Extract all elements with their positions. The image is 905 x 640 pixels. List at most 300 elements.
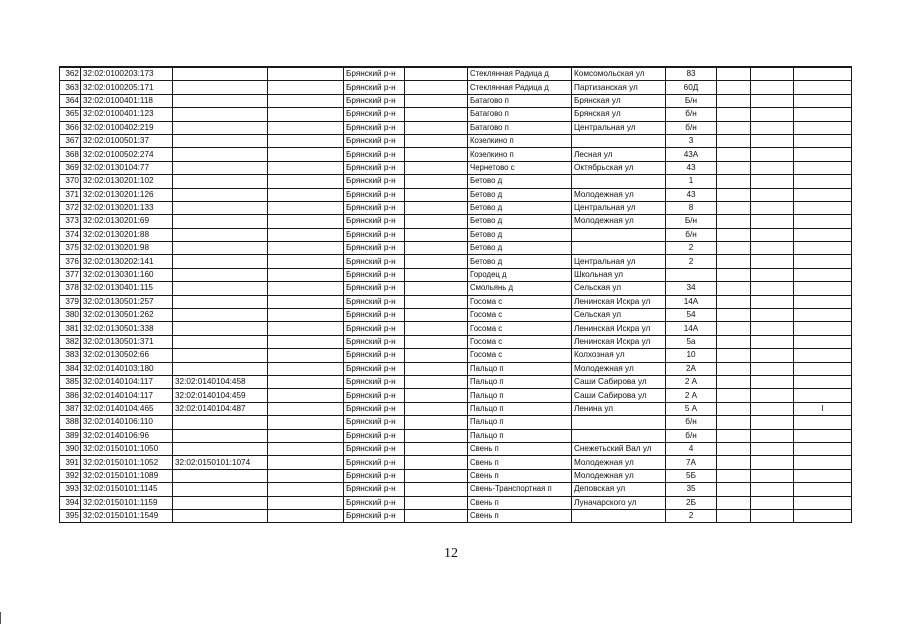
row-number-cell: 368 (60, 148, 81, 161)
blank-cell-b (405, 375, 468, 388)
linked-cadastral-cell (173, 175, 268, 188)
blank-cell-d (751, 429, 794, 442)
table-row (60, 416, 852, 429)
district-cell: Брянский р-н (344, 309, 405, 322)
blank-cell-b (405, 509, 468, 522)
district-cell: Брянский р-н (344, 416, 405, 429)
note-cell (794, 67, 852, 81)
cadastral-number-cell: 32:02:0130201:133 (81, 201, 173, 214)
street-cell: Снежетьский Вал ул (572, 442, 666, 455)
settlement-cell: Свень п (468, 496, 572, 509)
blank-cell-d (751, 456, 794, 469)
cadastral-number-cell: 32:02:0140106:110 (81, 416, 173, 429)
table-row (60, 148, 852, 161)
table-row (60, 442, 852, 455)
blank-cell-b (405, 215, 468, 228)
district-cell: Брянский р-н (344, 442, 405, 455)
street-cell: Партизанская ул (572, 81, 666, 94)
row-number-cell: 384 (60, 362, 81, 375)
street-cell: Брянская ул (572, 94, 666, 107)
settlement-cell: Пальцо п (468, 416, 572, 429)
district-cell: Брянский р-н (344, 228, 405, 241)
street-cell: Брянская ул (572, 108, 666, 121)
row-number-cell: 363 (60, 81, 81, 94)
row-number-cell: 379 (60, 295, 81, 308)
blank-cell-b (405, 121, 468, 134)
blank-cell-d (751, 108, 794, 121)
blank-cell-a (268, 483, 344, 496)
row-number-cell: 362 (60, 67, 81, 81)
house-number-cell: б/н (666, 429, 717, 442)
district-cell: Брянский р-н (344, 429, 405, 442)
blank-cell-a (268, 268, 344, 281)
row-number-cell: 373 (60, 215, 81, 228)
blank-cell-a (268, 94, 344, 107)
blank-cell-a (268, 429, 344, 442)
blank-cell-c (717, 282, 751, 295)
linked-cadastral-cell (173, 483, 268, 496)
house-number-cell: 43 (666, 188, 717, 201)
blank-cell-a (268, 108, 344, 121)
cadastral-number-cell: 32:02:0140104:117 (81, 375, 173, 388)
row-number-cell: 391 (60, 456, 81, 469)
linked-cadastral-cell (173, 335, 268, 348)
linked-cadastral-cell (173, 148, 268, 161)
house-number-cell (666, 268, 717, 281)
linked-cadastral-cell: 32:02:0150101:1074 (173, 456, 268, 469)
cadastral-number-cell: 32:02:0130201:102 (81, 175, 173, 188)
blank-cell-d (751, 175, 794, 188)
table-row (60, 161, 852, 174)
linked-cadastral-cell (173, 416, 268, 429)
table-row (60, 509, 852, 522)
page-number: 12 (444, 546, 458, 561)
house-number-cell: 54 (666, 309, 717, 322)
linked-cadastral-cell (173, 496, 268, 509)
blank-cell-c (717, 121, 751, 134)
district-cell: Брянский р-н (344, 175, 405, 188)
blank-cell-c (717, 268, 751, 281)
district-cell: Брянский р-н (344, 188, 405, 201)
district-cell: Брянский р-н (344, 456, 405, 469)
row-number-cell: 388 (60, 416, 81, 429)
blank-cell-a (268, 121, 344, 134)
cadastral-number-cell: 32:02:0100401:118 (81, 94, 173, 107)
blank-cell-d (751, 416, 794, 429)
blank-cell-b (405, 362, 468, 375)
blank-cell-a (268, 148, 344, 161)
cadastral-number-cell: 32:02:0130301:160 (81, 268, 173, 281)
linked-cadastral-cell (173, 255, 268, 268)
settlement-cell: Козелкино п (468, 148, 572, 161)
row-number-cell: 395 (60, 509, 81, 522)
blank-cell-c (717, 456, 751, 469)
blank-cell-c (717, 496, 751, 509)
blank-cell-a (268, 161, 344, 174)
blank-cell-c (717, 94, 751, 107)
row-number-cell: 390 (60, 442, 81, 455)
blank-cell-a (268, 255, 344, 268)
house-number-cell: 2Б (666, 496, 717, 509)
blank-cell-c (717, 134, 751, 147)
linked-cadastral-cell (173, 469, 268, 482)
house-number-cell: 43А (666, 148, 717, 161)
blank-cell-d (751, 188, 794, 201)
blank-cell-d (751, 335, 794, 348)
street-cell: Молодежная ул (572, 188, 666, 201)
row-number-cell: 380 (60, 309, 81, 322)
table-row (60, 295, 852, 308)
table-row (60, 134, 852, 147)
settlement-cell: Бетово д (468, 242, 572, 255)
house-number-cell: 2 А (666, 389, 717, 402)
blank-cell-c (717, 469, 751, 482)
blank-cell-d (751, 509, 794, 522)
house-number-cell: Б/н (666, 215, 717, 228)
linked-cadastral-cell (173, 509, 268, 522)
blank-cell-c (717, 309, 751, 322)
street-cell: Сельская ул (572, 309, 666, 322)
note-cell (794, 201, 852, 214)
table-row (60, 349, 852, 362)
blank-cell-b (405, 188, 468, 201)
blank-cell-d (751, 255, 794, 268)
blank-cell-b (405, 175, 468, 188)
note-cell (794, 268, 852, 281)
street-cell (572, 509, 666, 522)
cadastral-number-cell: 32:02:0140103:180 (81, 362, 173, 375)
settlement-cell: Госома с (468, 295, 572, 308)
row-number-cell: 387 (60, 402, 81, 415)
note-cell (794, 469, 852, 482)
blank-cell-a (268, 349, 344, 362)
note-cell (794, 349, 852, 362)
table-row (60, 322, 852, 335)
district-cell: Брянский р-н (344, 282, 405, 295)
note-cell (794, 161, 852, 174)
linked-cadastral-cell (173, 67, 268, 81)
blank-cell-a (268, 228, 344, 241)
blank-cell-b (405, 429, 468, 442)
house-number-cell: 5Б (666, 469, 717, 482)
registry-table (59, 66, 852, 523)
settlement-cell: Батагово п (468, 94, 572, 107)
blank-cell-c (717, 201, 751, 214)
blank-cell-a (268, 509, 344, 522)
blank-cell-c (717, 349, 751, 362)
house-number-cell: 60Д (666, 81, 717, 94)
row-number-cell: 364 (60, 94, 81, 107)
table-row (60, 496, 852, 509)
note-cell (794, 108, 852, 121)
settlement-cell: Козелкино п (468, 134, 572, 147)
note-cell (794, 242, 852, 255)
district-cell: Брянский р-н (344, 375, 405, 388)
house-number-cell: 14А (666, 322, 717, 335)
cadastral-number-cell: 32:02:0130104:77 (81, 161, 173, 174)
table-row (60, 215, 852, 228)
registry-table-body (60, 67, 852, 523)
district-cell: Брянский р-н (344, 509, 405, 522)
note-cell: I (794, 402, 852, 415)
row-number-cell: 393 (60, 483, 81, 496)
cadastral-number-cell: 32:02:0130201:69 (81, 215, 173, 228)
street-cell: Колхозная ул (572, 349, 666, 362)
house-number-cell: б/н (666, 121, 717, 134)
street-cell (572, 228, 666, 241)
street-cell: Ленинская Искра ул (572, 295, 666, 308)
blank-cell-d (751, 442, 794, 455)
table-row (60, 402, 852, 415)
settlement-cell: Бетово д (468, 228, 572, 241)
house-number-cell: 2 (666, 509, 717, 522)
street-cell: Ленина ул (572, 402, 666, 415)
cadastral-number-cell: 32:02:0130501:338 (81, 322, 173, 335)
street-cell (572, 416, 666, 429)
blank-cell-a (268, 402, 344, 415)
settlement-cell: Бетово д (468, 215, 572, 228)
street-cell: Комсомольская ул (572, 67, 666, 81)
blank-cell-a (268, 215, 344, 228)
note-cell (794, 429, 852, 442)
table-row (60, 108, 852, 121)
settlement-cell: Пальцо п (468, 429, 572, 442)
district-cell: Брянский р-н (344, 402, 405, 415)
blank-cell-b (405, 442, 468, 455)
cadastral-number-cell: 32:02:0140104:465 (81, 402, 173, 415)
cadastral-number-cell: 32:02:0140104:117 (81, 389, 173, 402)
street-cell: Сельская ул (572, 282, 666, 295)
table-row (60, 228, 852, 241)
district-cell: Брянский р-н (344, 201, 405, 214)
cadastral-number-cell: 32:02:0150101:1159 (81, 496, 173, 509)
linked-cadastral-cell (173, 268, 268, 281)
table-row (60, 309, 852, 322)
blank-cell-c (717, 161, 751, 174)
blank-cell-b (405, 456, 468, 469)
house-number-cell: 43 (666, 161, 717, 174)
cadastral-number-cell: 32:02:0100203:173 (81, 67, 173, 81)
street-cell: Саши Сабирова ул (572, 389, 666, 402)
blank-cell-a (268, 134, 344, 147)
blank-cell-d (751, 161, 794, 174)
street-cell: Молодежная ул (572, 215, 666, 228)
table-row (60, 456, 852, 469)
blank-cell-a (268, 456, 344, 469)
street-cell (572, 429, 666, 442)
blank-cell-d (751, 389, 794, 402)
blank-cell-b (405, 349, 468, 362)
district-cell: Брянский р-н (344, 81, 405, 94)
street-cell: Молодежная ул (572, 456, 666, 469)
blank-cell-d (751, 121, 794, 134)
settlement-cell: Стеклянная Радица д (468, 81, 572, 94)
note-cell (794, 81, 852, 94)
house-number-cell: 5а (666, 335, 717, 348)
note-cell (794, 335, 852, 348)
settlement-cell: Бетово д (468, 201, 572, 214)
row-number-cell: 385 (60, 375, 81, 388)
blank-cell-d (751, 268, 794, 281)
table-row (60, 389, 852, 402)
blank-cell-d (751, 81, 794, 94)
row-number-cell: 371 (60, 188, 81, 201)
blank-cell-d (751, 362, 794, 375)
row-number-cell: 377 (60, 268, 81, 281)
settlement-cell: Пальцо п (468, 362, 572, 375)
settlement-cell: Свень п (468, 469, 572, 482)
row-number-cell: 374 (60, 228, 81, 241)
blank-cell-d (751, 134, 794, 147)
note-cell (794, 255, 852, 268)
settlement-cell: Стеклянная Радица д (468, 67, 572, 81)
note-cell (794, 282, 852, 295)
blank-cell-b (405, 255, 468, 268)
note-cell (794, 188, 852, 201)
note-cell (794, 175, 852, 188)
row-number-cell: 367 (60, 134, 81, 147)
house-number-cell: б/н (666, 416, 717, 429)
table-row (60, 335, 852, 348)
table-row (60, 362, 852, 375)
blank-cell-b (405, 416, 468, 429)
settlement-cell: Свень п (468, 509, 572, 522)
blank-cell-b (405, 201, 468, 214)
street-cell (572, 175, 666, 188)
blank-cell-b (405, 81, 468, 94)
cadastral-number-cell: 32:02:0130201:126 (81, 188, 173, 201)
street-cell: Октябрьская ул (572, 161, 666, 174)
district-cell: Брянский р-н (344, 161, 405, 174)
table-row (60, 429, 852, 442)
cadastral-number-cell: 32:02:0130201:88 (81, 228, 173, 241)
blank-cell-b (405, 322, 468, 335)
blank-cell-b (405, 295, 468, 308)
blank-cell-c (717, 242, 751, 255)
blank-cell-a (268, 309, 344, 322)
district-cell: Брянский р-н (344, 322, 405, 335)
house-number-cell: 2 А (666, 375, 717, 388)
note-cell (794, 215, 852, 228)
note-cell (794, 442, 852, 455)
note-cell (794, 309, 852, 322)
blank-cell-c (717, 255, 751, 268)
linked-cadastral-cell (173, 309, 268, 322)
linked-cadastral-cell (173, 228, 268, 241)
note-cell (794, 416, 852, 429)
house-number-cell: 7А (666, 456, 717, 469)
table-row (60, 375, 852, 388)
district-cell: Брянский р-н (344, 215, 405, 228)
settlement-cell: Бетово д (468, 175, 572, 188)
blank-cell-c (717, 442, 751, 455)
house-number-cell: 35 (666, 483, 717, 496)
blank-cell-b (405, 108, 468, 121)
cadastral-number-cell: 32:02:0100401:123 (81, 108, 173, 121)
settlement-cell: Госома с (468, 309, 572, 322)
cadastral-number-cell: 32:02:0130201:98 (81, 242, 173, 255)
linked-cadastral-cell (173, 362, 268, 375)
cadastral-number-cell: 32:02:0150101:1050 (81, 442, 173, 455)
blank-cell-d (751, 322, 794, 335)
blank-cell-c (717, 295, 751, 308)
district-cell: Брянский р-н (344, 94, 405, 107)
blank-cell-c (717, 215, 751, 228)
house-number-cell: б/н (666, 108, 717, 121)
note-cell (794, 456, 852, 469)
scan-edge-mark (0, 612, 1, 624)
table-row (60, 121, 852, 134)
blank-cell-a (268, 362, 344, 375)
blank-cell-c (717, 188, 751, 201)
blank-cell-d (751, 215, 794, 228)
house-number-cell: 2А (666, 362, 717, 375)
blank-cell-b (405, 389, 468, 402)
district-cell: Брянский р-н (344, 469, 405, 482)
district-cell: Брянский р-н (344, 67, 405, 81)
blank-cell-a (268, 175, 344, 188)
house-number-cell: 3 (666, 134, 717, 147)
table-row (60, 268, 852, 281)
cadastral-number-cell: 32:02:0150101:1549 (81, 509, 173, 522)
district-cell: Брянский р-н (344, 108, 405, 121)
blank-cell-b (405, 402, 468, 415)
blank-cell-c (717, 148, 751, 161)
linked-cadastral-cell (173, 81, 268, 94)
linked-cadastral-cell: 32:02:0140104:487 (173, 402, 268, 415)
blank-cell-a (268, 469, 344, 482)
blank-cell-b (405, 148, 468, 161)
blank-cell-a (268, 389, 344, 402)
blank-cell-c (717, 483, 751, 496)
street-cell: Ленинская Искра ул (572, 335, 666, 348)
blank-cell-a (268, 67, 344, 81)
note-cell (794, 228, 852, 241)
blank-cell-d (751, 295, 794, 308)
house-number-cell: Б/н (666, 94, 717, 107)
settlement-cell: Батагово п (468, 121, 572, 134)
district-cell: Брянский р-н (344, 389, 405, 402)
note-cell (794, 148, 852, 161)
street-cell (572, 134, 666, 147)
cadastral-number-cell: 32:02:0130502:66 (81, 349, 173, 362)
row-number-cell: 382 (60, 335, 81, 348)
street-cell: Молодежная ул (572, 469, 666, 482)
blank-cell-d (751, 402, 794, 415)
cadastral-number-cell: 32:02:0150101:1089 (81, 469, 173, 482)
linked-cadastral-cell (173, 282, 268, 295)
blank-cell-a (268, 496, 344, 509)
linked-cadastral-cell (173, 215, 268, 228)
cadastral-number-cell: 32:02:0100502:274 (81, 148, 173, 161)
district-cell: Брянский р-н (344, 483, 405, 496)
settlement-cell: Свень-Транспортная п (468, 483, 572, 496)
settlement-cell: Госома с (468, 349, 572, 362)
linked-cadastral-cell (173, 322, 268, 335)
blank-cell-b (405, 161, 468, 174)
row-number-cell: 376 (60, 255, 81, 268)
blank-cell-d (751, 349, 794, 362)
house-number-cell: 34 (666, 282, 717, 295)
table-row (60, 255, 852, 268)
blank-cell-c (717, 81, 751, 94)
cadastral-number-cell: 32:02:0130202:141 (81, 255, 173, 268)
blank-cell-c (717, 228, 751, 241)
note-cell (794, 496, 852, 509)
blank-cell-c (717, 375, 751, 388)
settlement-cell: Городец д (468, 268, 572, 281)
settlement-cell: Свень п (468, 456, 572, 469)
